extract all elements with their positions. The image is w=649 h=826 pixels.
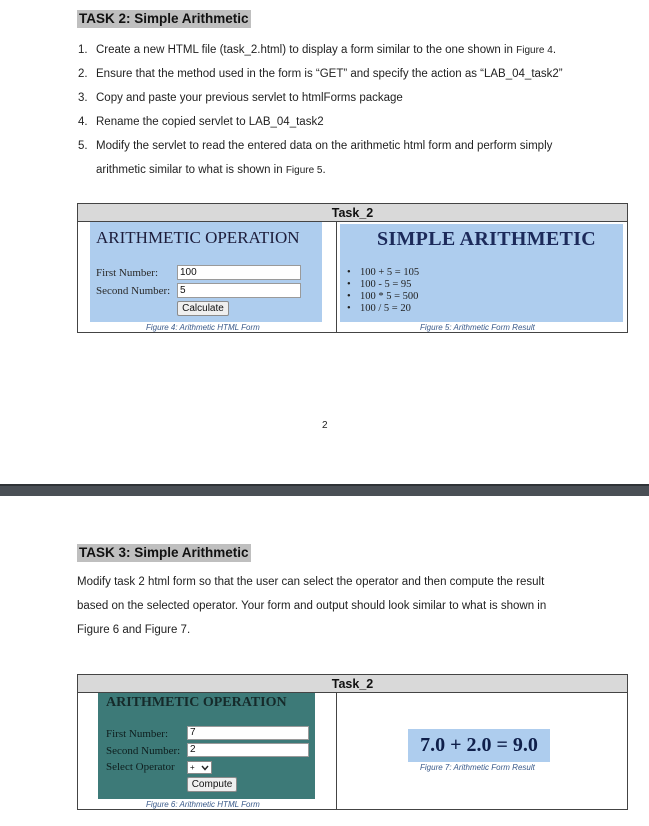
step-tail: . — [322, 164, 326, 176]
step-number: 1. — [78, 44, 88, 56]
result-item: • 100 - 5 = 95 — [347, 279, 419, 291]
step-5 — [78, 138, 598, 186]
second-number-label: Second Number: — [106, 745, 181, 757]
figure-reference: Figure 5 — [285, 165, 323, 176]
result-item: • 100 + 5 = 105 — [347, 267, 419, 279]
form-title: ARITHMETIC OPERATION — [96, 228, 300, 247]
chevron-down-icon — [201, 765, 209, 771]
paragraph-line: Modify task 2 html form so that the user can select the operator and then compute the result — [77, 576, 545, 588]
step-number: 5. — [78, 140, 88, 152]
first-number-input[interactable]: 7 — [187, 726, 309, 740]
figure-5-caption: Figure 5: Arithmetic Form Result — [420, 323, 535, 332]
figure-6-caption: Figure 6: Arithmetic HTML Form — [146, 800, 260, 809]
step-text-continued: arithmetic similar to what is shown in — [96, 164, 286, 176]
step-3 — [78, 90, 598, 114]
step-text: Create a new HTML file (task_2.html) to display a form similar to the one shown in — [96, 44, 517, 56]
operator-select[interactable] — [187, 761, 212, 774]
result-title: SIMPLE ARITHMETIC — [377, 228, 597, 250]
result-item: • 100 / 5 = 20 — [347, 303, 419, 315]
figure-4-caption: Figure 4: Arithmetic HTML Form — [146, 323, 260, 332]
task3-figure-table — [77, 674, 628, 810]
second-number-label: Second Number: — [96, 285, 171, 297]
result-value: 7.0 + 2.0 = 9.0 — [420, 734, 538, 756]
step-text: Ensure that the method used in the form is “GET” and specify the action as “LAB_04_task2” — [96, 68, 563, 80]
step-tail: . — [552, 44, 557, 56]
operator-result-figure — [408, 729, 550, 762]
figure-7-caption: Figure 7: Arithmetic Form Result — [420, 763, 535, 772]
step-4 — [78, 114, 598, 138]
figure-reference: Figure 4 — [516, 45, 553, 56]
table-divider — [336, 222, 337, 332]
operator-form-figure — [98, 693, 315, 799]
page-number: 2 — [322, 420, 328, 431]
compute-button[interactable]: Compute — [187, 777, 237, 792]
calculate-button[interactable]: Calculate — [177, 301, 229, 316]
table-header: Task_2 — [78, 204, 627, 222]
form-title: ARITHMETIC OPERATION — [106, 695, 287, 710]
table-divider — [336, 693, 337, 809]
step-number: 3. — [78, 92, 88, 104]
step-text: Copy and paste your previous servlet to htmlForms package — [96, 92, 403, 104]
arithmetic-form-figure — [90, 222, 322, 322]
result-item: • 100 * 5 = 500 — [347, 291, 419, 303]
step-2 — [78, 66, 598, 90]
step-text: Rename the copied servlet to LAB_04_task2 — [96, 116, 324, 128]
first-number-label: First Number: — [106, 728, 169, 740]
task3-paragraph — [77, 574, 597, 646]
second-number-input[interactable]: 5 — [177, 283, 301, 298]
page-divider — [0, 484, 649, 496]
task2-steps — [78, 42, 598, 186]
task2-figure-table — [77, 203, 628, 333]
step-number: 4. — [78, 116, 88, 128]
task3-heading: TASK 3: Simple Arithmetic — [79, 545, 249, 560]
select-operator-label: Select Operator — [106, 761, 175, 773]
step-number: 2. — [78, 68, 88, 80]
second-number-input[interactable]: 2 — [187, 743, 309, 757]
first-number-label: First Number: — [96, 267, 159, 279]
result-list — [347, 267, 419, 315]
step-1 — [78, 42, 598, 66]
paragraph-line: Figure 6 and Figure 7. — [77, 624, 191, 636]
step-text: Modify the servlet to read the entered data on the arithmetic html form and perform simply — [96, 140, 553, 152]
paragraph-line: based on the selected operator. Your form and output should look similar to what is shown in — [77, 600, 547, 612]
table-header: Task_2 — [78, 675, 627, 693]
operator-value: + — [190, 763, 195, 772]
task2-heading: TASK 2: Simple Arithmetic — [79, 11, 249, 26]
arithmetic-result-figure — [340, 224, 623, 322]
first-number-input[interactable]: 100 — [177, 265, 301, 280]
